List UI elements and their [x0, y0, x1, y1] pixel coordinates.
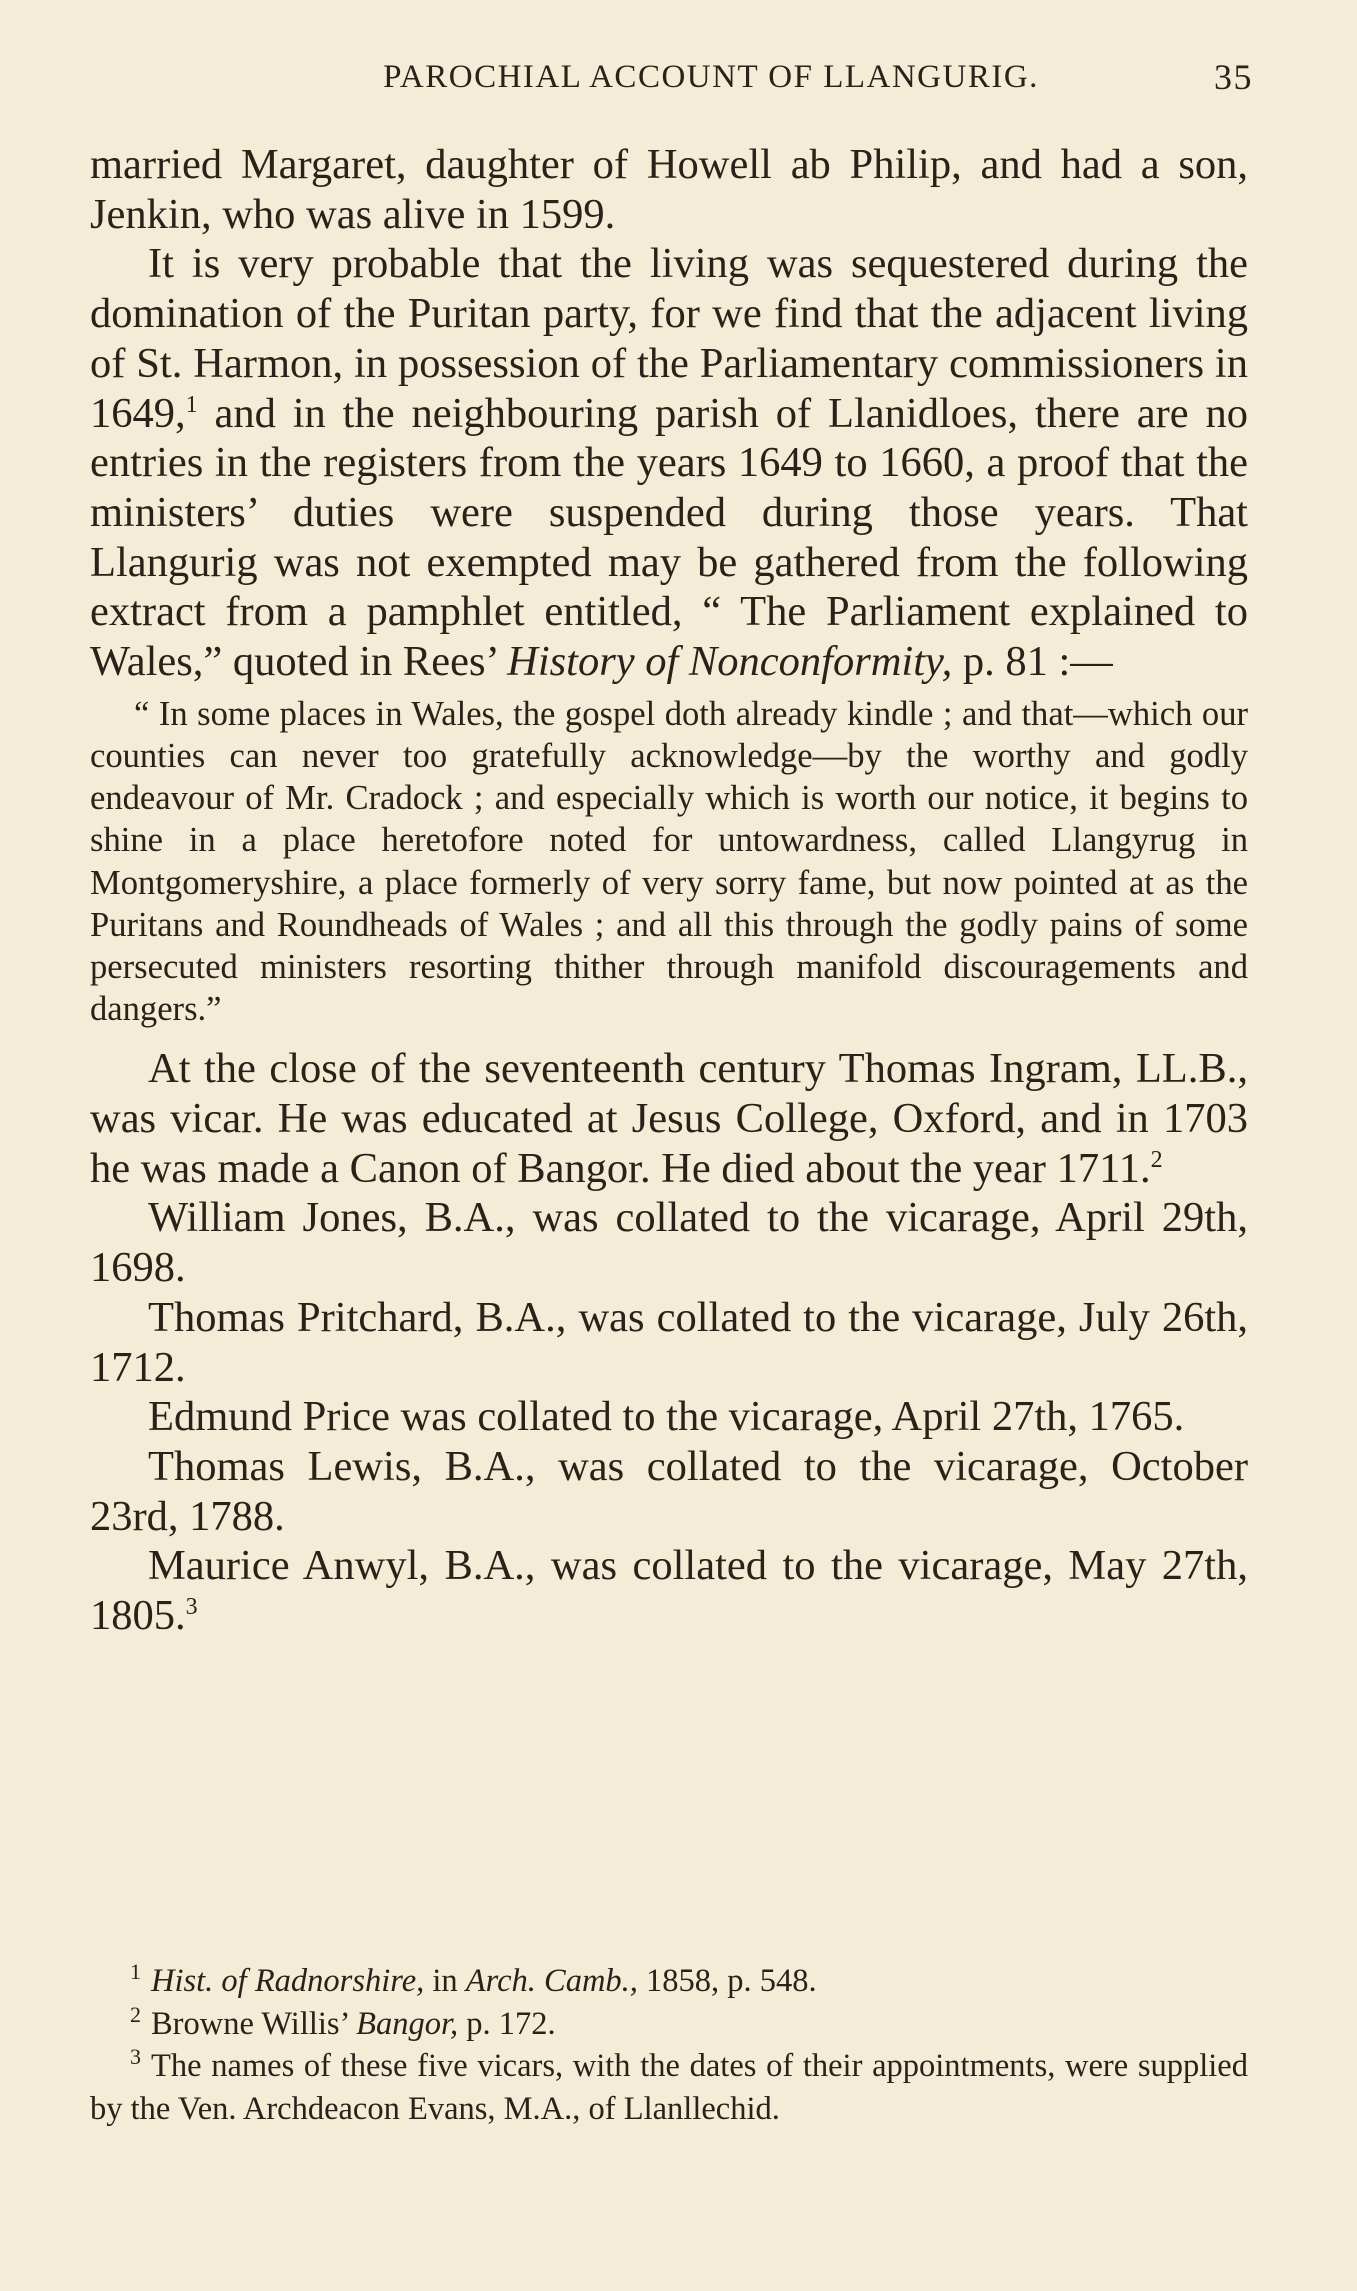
footnote-3: [90, 2045, 1248, 2130]
vicar-entry: [90, 1392, 1248, 1442]
footnote-ref-1: 1: [185, 391, 198, 418]
footnote-3-text: The names of these five vicars, with the dates of their appointments, were supplied by the Ven. Archdeacon Evans, M.A., of Llanllechid.: [90, 2048, 1248, 2127]
footnote-1-text-a: in: [424, 1963, 466, 1999]
footnote-2: [90, 2003, 1248, 2046]
paragraph-2: [90, 239, 1248, 686]
vicar-entry: [90, 1442, 1248, 1541]
footnote-1-text-b: 1858, p. 548.: [637, 1963, 817, 1999]
vicar-entry-text: Thomas Lewis, B.A., was collated to the vicarage, October 23rd, 1788.: [90, 1442, 1248, 1540]
vicar-entry-text: Thomas Pritchard, B.A., was collated to the vicarage, July 26th, 1712.: [90, 1293, 1248, 1391]
footnote-ref-3: 3: [185, 1593, 198, 1620]
footnote-2-text-a: Browne Willis’: [151, 2005, 357, 2042]
footnote-ref-2: 2: [1150, 1146, 1163, 1173]
vicar-entry-text: William Jones, B.A., was collated to the vicarage, April 29th, 1698.: [90, 1194, 1248, 1292]
running-title: PAROCHIAL ACCOUNT OF LLANGURIG.: [383, 58, 1039, 95]
footnote-1-mark: 1: [130, 1959, 141, 1985]
paragraph-2-text-b: and in the neighbouring parish of Llanidloes, there are no entries in the registers from the years 1649 to 1660, a proof that the ministers’ duties were suspended during those years. That Llangurig was not exempted may be gathered from the following extract from a pamphlet entitled, “ The Parliament explained to Wales,” quoted in Rees’: [90, 389, 1248, 686]
paragraph-3: [90, 1044, 1248, 1193]
footnote-2-mark: 2: [130, 2001, 141, 2027]
paragraph-2-text-a: It is very probable that the living was sequestered during the domination of the Puritan party, for we find that the adjacent living of St. Harmon, in possession of the Parliamentary commissioners in 1649,: [90, 240, 1248, 437]
block-quote: “ In some places in Wales, the gospel doth already kindle ; and that—which our counties can never too gratefully acknowledge—by the worthy and godly endeavour of Mr. Cradock ; and especially which is worth our notice, it begins to shine in a place heretofore noted for untowardness, called Llangyrug in Montgomeryshire, a place formerly of very sorry fame, but now pointed at as the Puritans and Roundheads of Wales ; and all this through the godly pains of some persecuted ministers resorting thither through manifold discouragements and dangers.”: [90, 694, 1248, 1029]
paragraph-2-text-c: p. 81 :—: [952, 638, 1113, 686]
footnote-2-text-b: p. 172.: [458, 2005, 556, 2042]
footnote-2-italic: Bangor,: [356, 2005, 459, 2042]
paragraph-3-text: At the close of the seventeenth century Thomas Ingram, LL.B., was vicar. He was educated at Jesus College, Oxford, and in 1703 he was made a Canon of Bangor. He died about the year 1711.: [90, 1045, 1248, 1192]
paragraph-1: married Margaret, daughter of Howell ab Philip, and had a son, Jenkin, who was alive in 1599.: [90, 141, 1248, 238]
vicar-entry: [90, 1293, 1248, 1392]
book-title-italic: History of Nonconformity,: [507, 638, 953, 686]
main-text: [90, 140, 1248, 1641]
vicar-entry: [90, 1541, 1248, 1640]
vicar-entry: [90, 1193, 1248, 1292]
vicar-entry-text: Edmund Price was collated to the vicarage, April 27th, 1765.: [148, 1393, 1185, 1441]
footnote-1-italic-a: Hist. of Radnorshire,: [151, 1963, 425, 1999]
page-number: 35: [1214, 57, 1253, 97]
running-header: [88, 52, 1253, 102]
footnote-1: [90, 1960, 1248, 2003]
footnote-1-italic-b: Arch. Camb.,: [465, 1963, 638, 1999]
footnotes: [90, 1960, 1248, 2130]
footnote-3-mark: 3: [130, 2044, 141, 2070]
vicar-entry-text: Maurice Anwyl, B.A., was collated to the vicarage, May 27th, 1805.: [90, 1542, 1248, 1640]
